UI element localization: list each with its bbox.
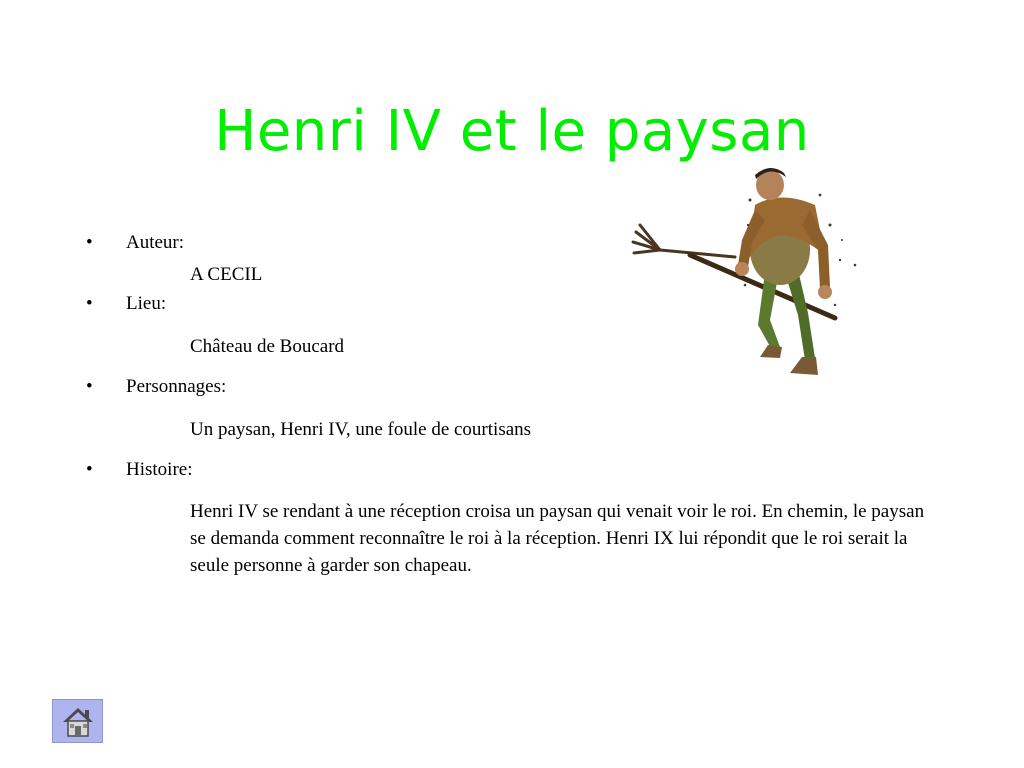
bullet-dot: • [86, 293, 93, 314]
lieu-value: Château de Boucard [190, 336, 345, 357]
auteur-value: A CECIL [190, 264, 263, 285]
bullet-label: Auteur: [126, 232, 185, 253]
bullet-histoire [86, 455, 926, 485]
personnages-value: Un paysan, Henri IV, une foule de courtisans [190, 419, 532, 440]
bullet-dot: • [86, 459, 93, 480]
slide-title: Henri IV et le paysan [214, 99, 810, 164]
bullet-dot: • [86, 376, 93, 397]
home-icon [61, 706, 95, 738]
peasant-with-pitchfork-icon [630, 165, 865, 395]
home-button[interactable] [52, 699, 103, 743]
bullet-label: Personnages: [126, 376, 227, 397]
histoire-value: Henri IV se rendant à une réception croisa un paysan qui venait voir le roi. En chemin, le paysan se demanda comment reconnaître le roi à la réception. Henri IX lui répondit que le roi serait la seule personne à garder son chapeau. [190, 501, 925, 576]
bullet-dot: • [86, 232, 93, 253]
bullet-label: Histoire: [126, 459, 193, 480]
bullet-label: Lieu: [126, 293, 167, 314]
